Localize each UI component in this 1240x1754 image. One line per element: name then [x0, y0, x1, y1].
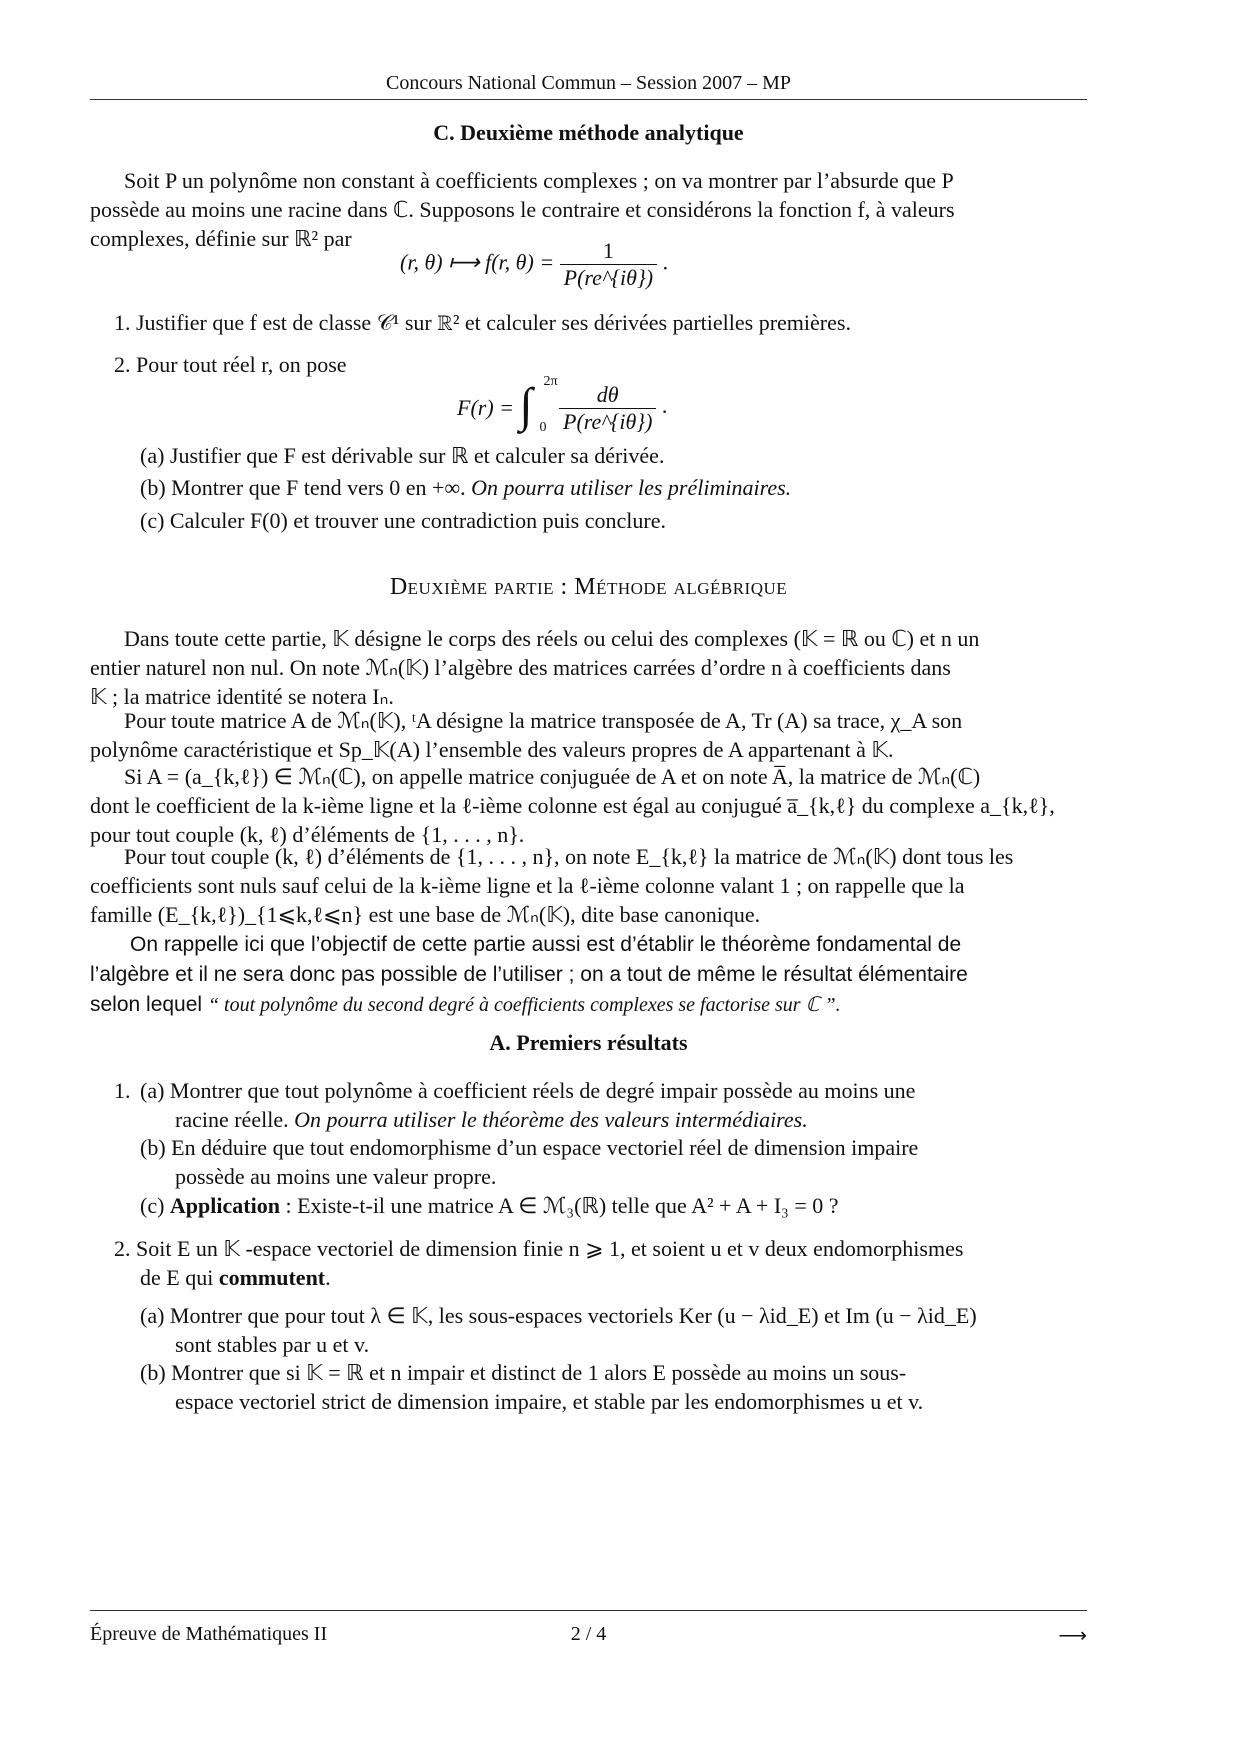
question-c2c-label: (c) [140, 508, 165, 533]
question-a2-number: 2. [114, 1236, 131, 1261]
formula-F [457, 374, 668, 438]
formula-f-period: . [662, 249, 669, 275]
question-c1-number: 1. [114, 310, 131, 335]
question-a2-period: . [325, 1265, 331, 1290]
question-a2-line-2 [114, 1263, 1074, 1292]
question-a2a-label: (a) [140, 1303, 165, 1328]
p3-line-1: Si A = (a_{k,ℓ}) ∈ ℳₙ(ℂ), on appelle matrice conjuguée de A et on note A̅, la matrice de ℳₙ(ℂ) [124, 764, 981, 789]
formula-F-lhs: F(r) = [457, 395, 514, 421]
question-a2a-line-1: Montrer que pour tout λ ∈ 𝕂, les sous-espaces vectoriels Ker (u − λid_E) et Im (u − λid_E) [169, 1303, 977, 1328]
part-two-paragraph-5 [90, 930, 1087, 1020]
part-two-paragraph-3 [90, 762, 1087, 849]
footer-left: Épreuve de Mathématiques II [90, 1623, 328, 1645]
question-a1b-label: (b) [140, 1135, 166, 1160]
question-a2-commutent: commutent [218, 1265, 326, 1290]
section-a-title: A. Premiers résultats [489, 1030, 688, 1055]
question-a2-line-2-text: de E qui [140, 1265, 214, 1290]
p4-line-3: famille (E_{k,ℓ})_{1⩽k,ℓ⩽n} est une base de ℳₙ(𝕂), dite base canonique. [90, 902, 761, 927]
formula-f-lhs: (r, θ) ⟼ f(r, θ) = [400, 249, 555, 275]
question-c1 [114, 308, 1074, 337]
formula-F-fraction [559, 382, 656, 435]
p5-line-2: l’algèbre et il ne sera donc pas possible de l’utiliser ; on a tout de même le résultat élémentaire [90, 963, 968, 986]
integral-symbol: ∫ [519, 379, 533, 432]
part-two-title: Deuxième partie : Méthode algébrique [389, 574, 788, 600]
p1-line-1: Dans toute cette partie, 𝕂 désigne le corps des réels ou celui des complexes (𝕂 = ℝ ou ℂ) et n un [124, 626, 980, 651]
question-c2-text: Pour tout réel r, on pose [136, 352, 347, 377]
question-c2b-label: (b) [140, 475, 166, 500]
p5-quote: “ tout polynôme du second degré à coefficients complexes se factorise sur ℂ ”. [207, 994, 841, 1016]
question-c2a [140, 441, 1060, 470]
question-c2b-hint: On pourra utiliser les préliminaires. [471, 475, 792, 500]
integral-lower-bound: 0 [539, 420, 547, 435]
formula-f-fraction [560, 238, 657, 291]
part-two-paragraph-4 [90, 842, 1087, 929]
formula-F-numerator: dθ [559, 382, 656, 409]
question-c2a-label: (a) [140, 443, 165, 468]
formula-F-period: . [661, 393, 668, 419]
intro-line-2: possède au moins une racine dans ℂ. Supposons le contraire et considérons la fonction f, à valeurs [90, 197, 955, 222]
question-c1-text: Justifier que f est de classe 𝒞¹ sur ℝ² et calculer ses dérivées partielles premières. [136, 310, 851, 335]
question-a1-number: 1. [114, 1078, 131, 1103]
formula-F-denominator: P(re^{iθ}) [563, 408, 653, 434]
p3-line-3: pour tout couple (k, ℓ) d’éléments de {1, . . . , n}. [90, 822, 525, 847]
question-a1c [140, 1191, 1080, 1220]
integral-upper-bound: 2π [543, 374, 558, 389]
p4-line-2: coefficients sont nuls sauf celui de la k-ième ligne et la ℓ-ième colonne valant 1 ; on rappelle que la [90, 873, 965, 898]
question-a2-line-1: Soit E un 𝕂 -espace vectoriel de dimension finie n ⩾ 1, et soient u et v deux endomorphismes [136, 1236, 964, 1261]
question-a1a-label: (a) [140, 1078, 165, 1103]
page-header: Concours National Commun – Session 2007 – MP [385, 72, 791, 94]
p3-line-2: dont le coefficient de la k-ième ligne et la ℓ-ième colonne est égal au conjugué a̅_{k,ℓ} du complexe a_{k,ℓ}, [90, 793, 1055, 818]
question-c2b-text: Montrer que F tend vers 0 en +∞. [171, 475, 466, 500]
p5-line-3 [90, 990, 1087, 1020]
question-a1b-line-2: possède au moins une valeur propre. [175, 1164, 497, 1189]
footer-page-number: 2 / 4 [570, 1623, 607, 1645]
p1-line-2: entier naturel non nul. On note ℳₙ(𝕂) l’algèbre des matrices carrées d’ordre n à coefficients dans [90, 655, 951, 680]
next-page-arrow-icon: ⟶ [1058, 1625, 1087, 1647]
formula-f-denominator: P(re^{iθ}) [563, 265, 654, 290]
question-a2b [140, 1358, 1080, 1416]
p1-line-3: 𝕂 ; la matrice identité se notera Iₙ. [90, 684, 394, 709]
question-c2c-text: Calculer F(0) et trouver une contradiction puis conclure. [169, 508, 666, 533]
question-c2c [140, 506, 1060, 535]
formula-f [400, 238, 668, 291]
question-c2a-text: Justifier que F est dérivable sur ℝ et calculer sa dérivée. [169, 443, 665, 468]
question-a1c-label: (c) [140, 1193, 165, 1218]
question-a2a [140, 1301, 1080, 1359]
question-a2b-label: (b) [140, 1360, 166, 1385]
question-a2b-line-1: Montrer que si 𝕂 = ℝ et n impair et distinct de 1 alors E possède au moins un sous- [171, 1360, 907, 1385]
question-c2 [114, 350, 1074, 379]
section-c-title: C. Deuxième méthode analytique [433, 120, 744, 145]
integral-sign [519, 374, 558, 438]
question-a1a [140, 1076, 1080, 1134]
formula-f-numerator: 1 [560, 238, 657, 265]
question-a1a-line-2-text: racine réelle. [175, 1107, 289, 1132]
intro-line-3: complexes, définie sur ℝ² par [90, 226, 352, 251]
question-a1a-line-1: Montrer que tout polynôme à coefficient réels de degré impair possède au moins une [169, 1078, 916, 1103]
question-a2b-line-2: espace vectoriel strict de dimension impaire, et stable par les endomorphismes u et v. [175, 1389, 924, 1414]
question-a1a-hint: On pourra utiliser le théorème des valeurs intermédiaires. [294, 1107, 808, 1132]
p5-line-3-start: selon lequel [90, 993, 203, 1016]
question-a1a-line-2 [140, 1105, 1080, 1134]
p2-line-1: Pour toute matrice A de ℳₙ(𝕂), ᵗA désigne la matrice transposée de A, Tr (A) sa trace, χ_A son [124, 708, 963, 733]
part-two-paragraph-1 [90, 624, 1087, 711]
part-two-paragraph-2 [90, 706, 1087, 764]
question-a1c-bold: Application [169, 1193, 280, 1218]
p2-line-2: polynôme caractéristique et Sp_𝕂(A) l’ensemble des valeurs propres de A appartenant à 𝕂. [90, 737, 894, 762]
intro-line-1: Soit P un polynôme non constant à coefficients complexes ; on va montrer par l’absurde que P [124, 168, 954, 193]
question-a1b-line-1: En déduire que tout endomorphisme d’un espace vectoriel réel de dimension impaire [171, 1135, 919, 1160]
footer-rule [90, 1610, 1087, 1611]
question-a1b [140, 1133, 1080, 1191]
p5-line-1: On rappelle ici que l’objectif de cette partie aussi est d’établir le théorème fondamental de [130, 933, 962, 956]
p4-line-1: Pour tout couple (k, ℓ) d’éléments de {1, . . . , n}, on note E_{k,ℓ} la matrice de ℳₙ(𝕂) dont tous les [124, 844, 1014, 869]
question-a1c-text: : Existe-t-il une matrice A ∈ ℳ₃(ℝ) telle que A² + A + I₃ = 0 ? [285, 1193, 839, 1218]
header-rule [90, 99, 1087, 100]
question-c2b [140, 473, 1060, 502]
question-a2a-line-2: sont stables par u et v. [175, 1332, 370, 1357]
question-a2 [114, 1234, 1074, 1292]
question-c2-number: 2. [114, 352, 131, 377]
